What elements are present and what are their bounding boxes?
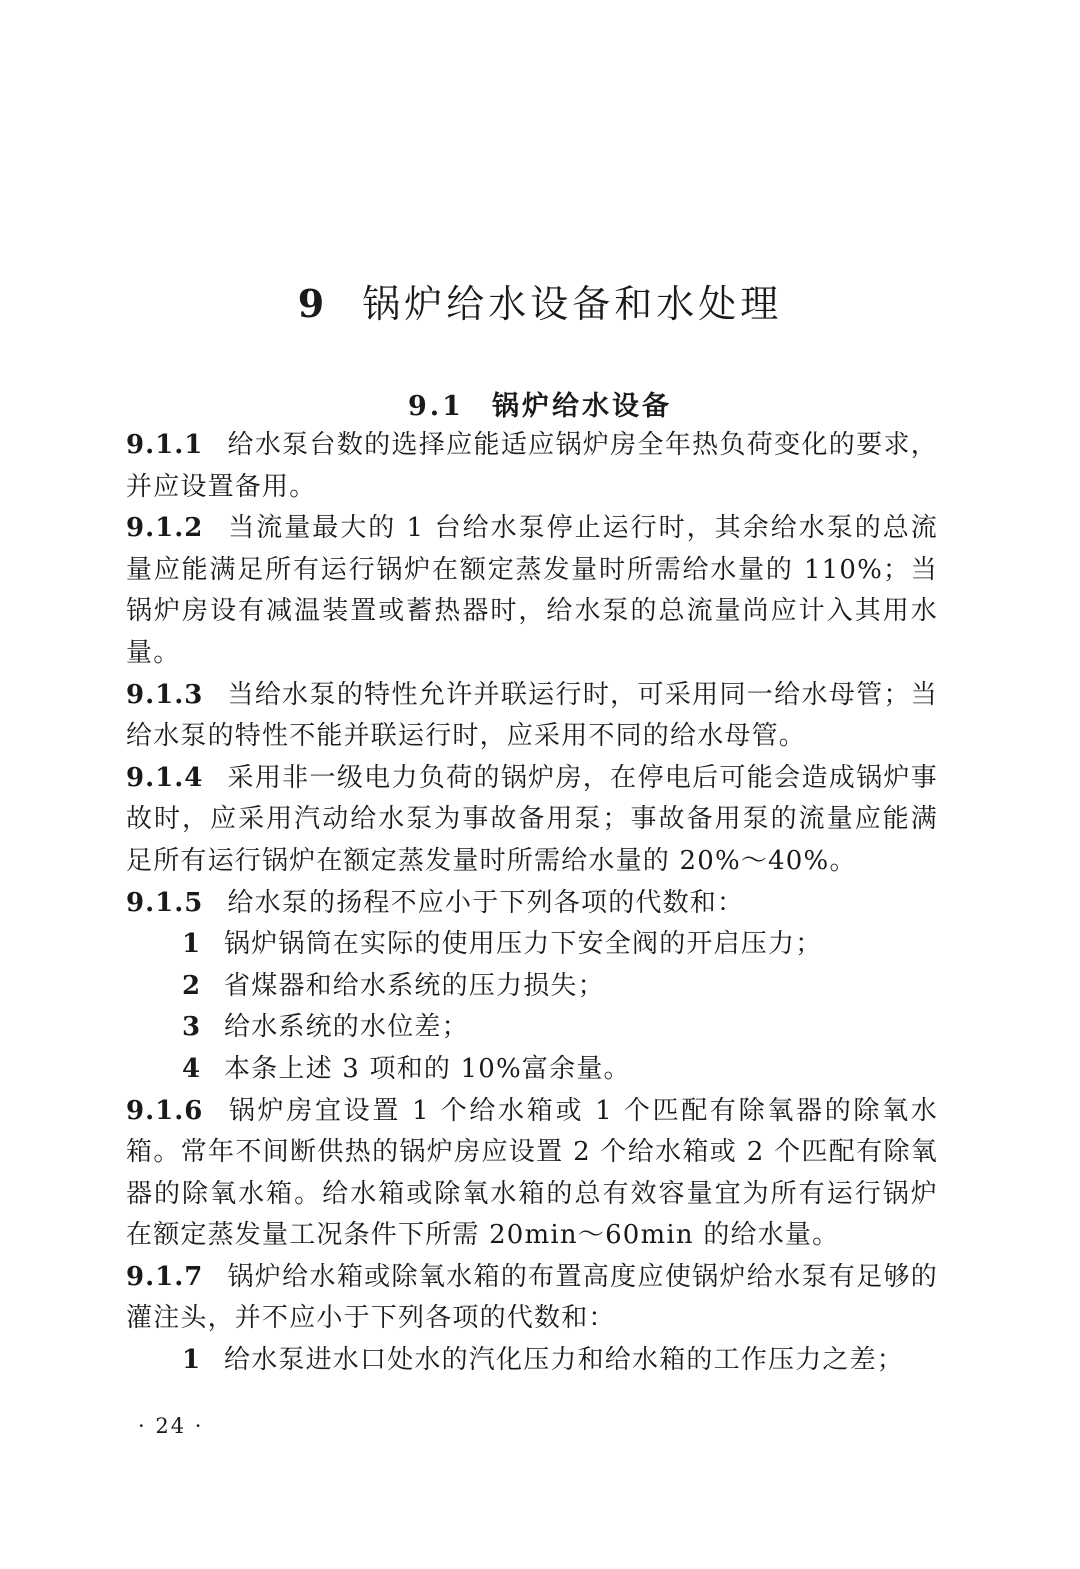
clause-9-1-1 [126, 425, 938, 508]
clause-text: 锅炉给水箱或除氧水箱的布置高度应使锅炉给水泵有足够的灌注头，并不应小于下列各项的代数和： [126, 1261, 938, 1334]
item-number: 3 [182, 1012, 202, 1043]
body-text [126, 425, 938, 1382]
page-number: · 24 · [138, 1414, 204, 1438]
clause-number: 9.1.2 [126, 513, 204, 544]
section-title [0, 384, 1080, 423]
clause-number: 9.1.6 [126, 1095, 204, 1126]
clause-text: 锅炉房宜设置 1 个给水箱或 1 个匹配有除氧器的除氧水箱。常年不间断供热的锅炉房应设置 2 个给水箱或 2 个匹配有除氧器的除氧水箱。给水箱或除氧水箱的总有效容量宜为所有运行锅炉在额定蒸发量工况条件下所需 20min～60min 的给水量。 [126, 1095, 938, 1251]
chapter-number: 9 [297, 281, 329, 327]
list-item [126, 1007, 938, 1049]
chapter-title [0, 273, 1080, 328]
item-number: 1 [182, 929, 202, 960]
clause-9-1-5 [126, 883, 938, 925]
clause-9-1-3 [126, 675, 938, 758]
list-item [126, 924, 938, 966]
clause-9-1-2 [126, 508, 938, 674]
clause-number: 9.1.3 [126, 679, 204, 710]
clause-text: 给水泵的扬程不应小于下列各项的代数和： [227, 887, 745, 918]
list-item [126, 1340, 938, 1382]
item-text: 锅炉锅筒在实际的使用压力下安全阀的开启压力； [224, 929, 823, 960]
item-text: 省煤器和给水系统的压力损失； [224, 970, 605, 1001]
list-item [126, 966, 938, 1008]
clause-text: 采用非一级电力负荷的锅炉房，在停电后可能会造成锅炉事故时，应采用汽动给水泵为事故备用泵；事故备用泵的流量应能满足所有运行锅炉在额定蒸发量时所需给水量的 20%～40%。 [126, 762, 938, 876]
list-item [126, 1049, 938, 1091]
clause-text: 当给水泵的特性允许并联运行时，可采用同一给水母管；当给水泵的特性不能并联运行时，应采用不同的给水母管。 [126, 679, 938, 752]
item-number: 4 [182, 1053, 202, 1084]
clause-9-1-7 [126, 1257, 938, 1340]
clause-9-1-4 [126, 758, 938, 883]
item-text: 本条上述 3 项和的 10%富余量。 [224, 1053, 631, 1084]
clause-number: 9.1.1 [126, 430, 204, 460]
clause-number: 9.1.7 [126, 1261, 204, 1292]
item-text: 给水系统的水位差； [224, 1012, 469, 1043]
clause-text: 给水泵台数的选择应能适应锅炉房全年热负荷变化的要求，并应设置备用。 [126, 430, 938, 502]
clause-text: 当流量最大的 1 台给水泵停止运行时，其余给水泵的总流量应能满足所有运行锅炉在额定蒸发量时所需给水量的 110%；当锅炉房设有减温装置或蓄热器时，给水泵的总流量尚应计入其用水量。 [126, 513, 938, 668]
section-number: 9.1 [408, 391, 464, 423]
item-text: 给水泵进水口处水的汽化压力和给水箱的工作压力之差； [224, 1345, 905, 1376]
clause-number: 9.1.5 [126, 887, 204, 918]
chapter-title-text: 锅炉给水设备和水处理 [362, 282, 783, 327]
clause-number: 9.1.4 [126, 762, 204, 793]
clause-9-1-6 [126, 1091, 938, 1257]
section-title-text: 锅炉给水设备 [491, 391, 672, 423]
item-number: 2 [182, 970, 202, 1001]
item-number: 1 [182, 1345, 202, 1376]
